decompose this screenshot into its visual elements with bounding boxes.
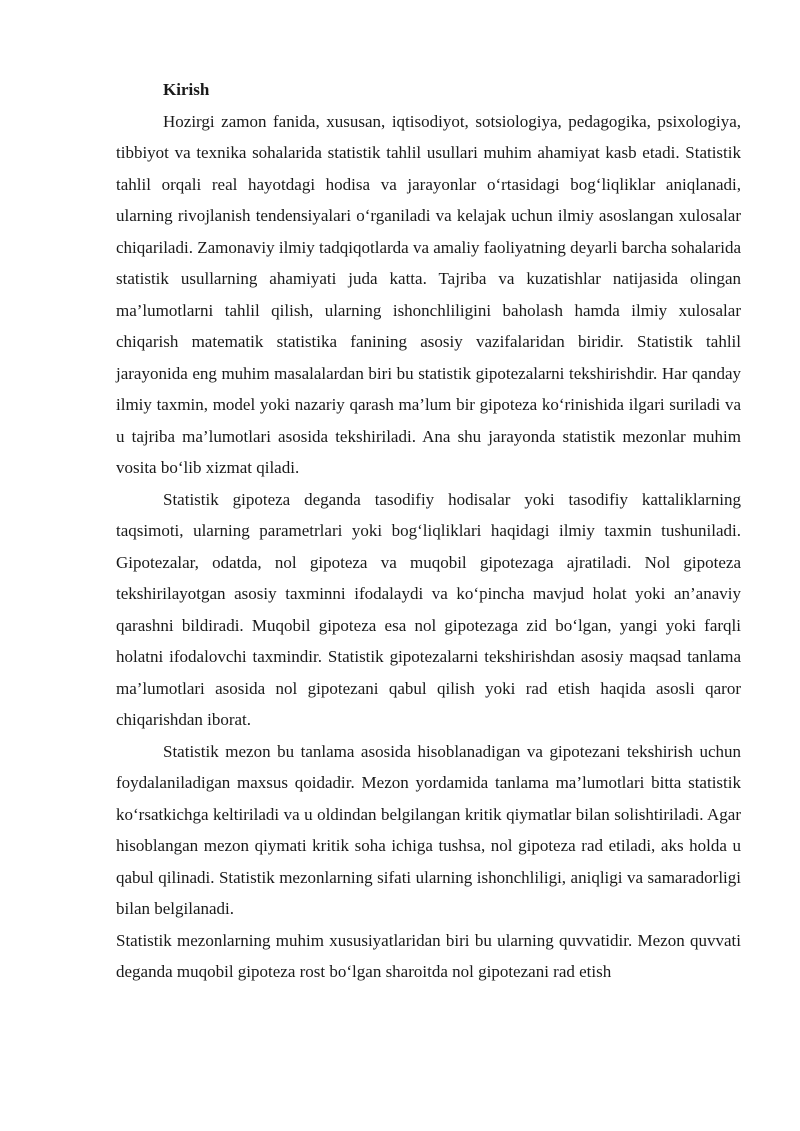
document-body [116, 74, 741, 988]
paragraph-statistical-hypothesis: Statistik gipoteza deganda tasodifiy hodisalar yoki tasodifiy kattaliklarning taqsimoti, ularning parametrlari yoki bog‘liqliklari haqidagi ilmiy taxmin tushuniladi. Gipotezalar, odatda, nol gipoteza va muqobil gipotezaga ajratiladi. Nol gipoteza tekshirilayotgan asosiy taxminni ifodalaydi va ko‘pincha mavjud holat yoki an’anaviy qarashni bildiradi. Muqobil gipoteza esa nol gipotezaga zid bo‘lgan, yangi yoki farqli holatni ifodalovchi taxmindir. Statistik gipotezalarni tekshirishdan asosiy maqsad tanlama ma’lumotlari asosida nol gipotezani qabul qilish yoki rad etish haqida asosli qaror chiqarishdan iborat. [116, 489, 741, 729]
paragraph-introduction: Hozirgi zamon fanida, xususan, iqtisodiyot, sotsiologiya, pedagogika, psixologiya, tibbiyot va texnika sohalarida statistik tahlil usullari muhim ahamiyat kasb etadi. Statistik tahlil orqali real hayotdagi hodisa va jarayonlar o‘rtasidagi bog‘liqliklar aniqlanadi, ularning rivojlanish tendensiyalari o‘rganiladi va kelajak uchun ilmiy asoslangan xulosalar chiqariladi. Zamonaviy ilmiy tadqiqotlarda va amaliy faoliyatning deyarli barcha sohalarida statistik usullarning ahamiyati juda katta. Tajriba va kuzatishlar natijasida olingan ma’lumotlarni tahlil qilish, ularning ishonchliligini baholash hamda ilmiy xulosalar chiqarish matematik statistika fanining asosiy vazifalaridan biridir. Statistik tahlil jarayonida eng muhim masalalardan biri bu statistik gipotezalarni tekshirishdir. Har qanday ilmiy taxmin, model yoki nazariy qarash ma’lum bir gipoteza ko‘rinishida ilgari suriladi va u tajriba ma’lumotlari asosida tekshiriladi. Ana shu jarayonda statistik mezonlar muhim vosita bo‘lib xizmat qiladi. [116, 111, 741, 477]
paragraph-statistical-criterion: Statistik mezon bu tanlama asosida hisoblanadigan va gipotezani tekshirish uchun foydalaniladigan maxsus qoidadir. Mezon yordamida tanlama ma’lumotlari bitta statistik ko‘rsatkichga keltiriladi va u oldindan belgilangan kritik qiymatlar bilan solishtiriladi. Agar hisoblangan mezon qiymati kritik soha ichiga tushsa, nol gipoteza rad etiladi, aks holda u qabul qilinadi. Statistik mezonlarning sifati ularning ishonchliligi, aniqligi va samaradorligi bilan belgilanadi. [116, 741, 741, 918]
section-heading: Kirish [163, 80, 210, 99]
paragraph-criterion-power: Statistik mezonlarning muhim xususiyatlaridan biri bu ularning quvvatidir. Mezon quvvati deganda muqobil gipoteza rost bo‘lgan sharoitda nol gipotezani rad etish [116, 930, 741, 981]
